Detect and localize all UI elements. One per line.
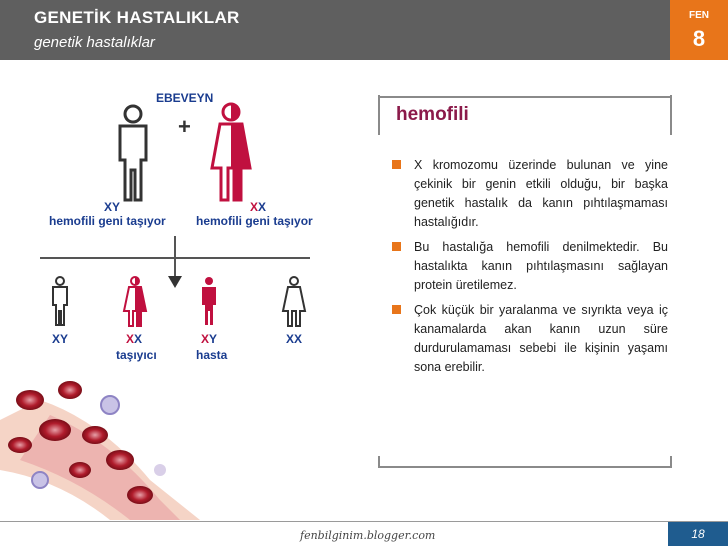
frame-right-tick [670, 95, 672, 135]
page-number: 18 [668, 522, 728, 546]
frame-bottom-right-tick [670, 456, 672, 466]
mother-chromosomes [250, 200, 266, 214]
bullet-text: Bu hastalığa hemofili denilmektedir. Bu hastalıkta kanın pıhtılaşmasını sağlayan protein üretilemez. [414, 240, 668, 292]
mother-chromosome-b: X [258, 200, 267, 214]
bullet-item [392, 301, 668, 377]
child-1-chromosomes [52, 332, 68, 346]
child-4-chromosomes [286, 332, 302, 346]
father-caption: hemofili geni taşıyor [49, 214, 166, 228]
bullet-text: X kromozomu üzerinde bulunan ve yine çekinik bir genin etkili olduğu, bir başka genetik hastalık da kanın pıhtılaşmaması hastalığıdır. [414, 158, 668, 229]
father-figure-icon [112, 104, 154, 204]
bullet-square-icon [392, 242, 401, 251]
bullet-item [392, 156, 668, 232]
pedigree-lines [40, 236, 320, 296]
child-2-chromosome-a: X [126, 332, 135, 346]
child-3-chromosomes [201, 332, 217, 346]
child-4-chromosome-b: X [294, 332, 303, 346]
bullet-square-icon [392, 160, 401, 169]
subject-badge [670, 0, 728, 60]
child-2-chromosome-b: X [134, 332, 143, 346]
child-2-figure-icon [122, 276, 148, 328]
parents-label: EBEVEYN [156, 91, 214, 105]
blood-vessel-illustration [0, 360, 210, 520]
child-4-chromosome-a: X [286, 332, 295, 346]
footer-divider [0, 521, 728, 522]
child-1-figure-icon [48, 276, 72, 328]
mother-figure-icon [208, 102, 254, 204]
slide-title: GENETİK HASTALIKLAR [34, 8, 240, 27]
mother-chromosome-a: X [250, 200, 259, 214]
child-1-chromosome-b: Y [60, 332, 69, 346]
child-1-chromosome-a: X [52, 332, 61, 346]
child-2-label: taşıyıcı [116, 348, 157, 362]
child-4-figure-icon [281, 276, 307, 328]
child-2-chromosomes [126, 332, 142, 346]
child-3-chromosome-a: X [201, 332, 210, 346]
father-chromosomes: XY [104, 200, 121, 214]
child-3-figure-icon [197, 276, 221, 328]
grade-number: 8 [692, 26, 706, 51]
child-3-chromosome-b: Y [209, 332, 218, 346]
frame-bottom-left-tick [378, 456, 380, 466]
plus-sign: + [178, 114, 191, 139]
footer-site-link[interactable]: fenbilginim.blogger.com [300, 529, 436, 542]
slide-subtitle: genetik hastalıklar [34, 34, 155, 51]
slide-header [0, 0, 728, 60]
subject-label: FEN [689, 10, 709, 21]
child-3-label: hasta [196, 348, 228, 362]
bullet-item [392, 238, 668, 295]
bullet-text: Çok küçük bir yaralanma ve sıyrıkta veya iç kanamalarda akan kanın uzun süre durdurulamaması sebebi ile kişinin yaşamı sona erebilir. [414, 303, 668, 374]
mother-caption: hemofili geni taşıyor [196, 214, 313, 228]
bullet-square-icon [392, 305, 401, 314]
bullet-list [392, 156, 668, 383]
frame-left-tick [378, 95, 380, 135]
section-title: hemofili [396, 104, 469, 125]
